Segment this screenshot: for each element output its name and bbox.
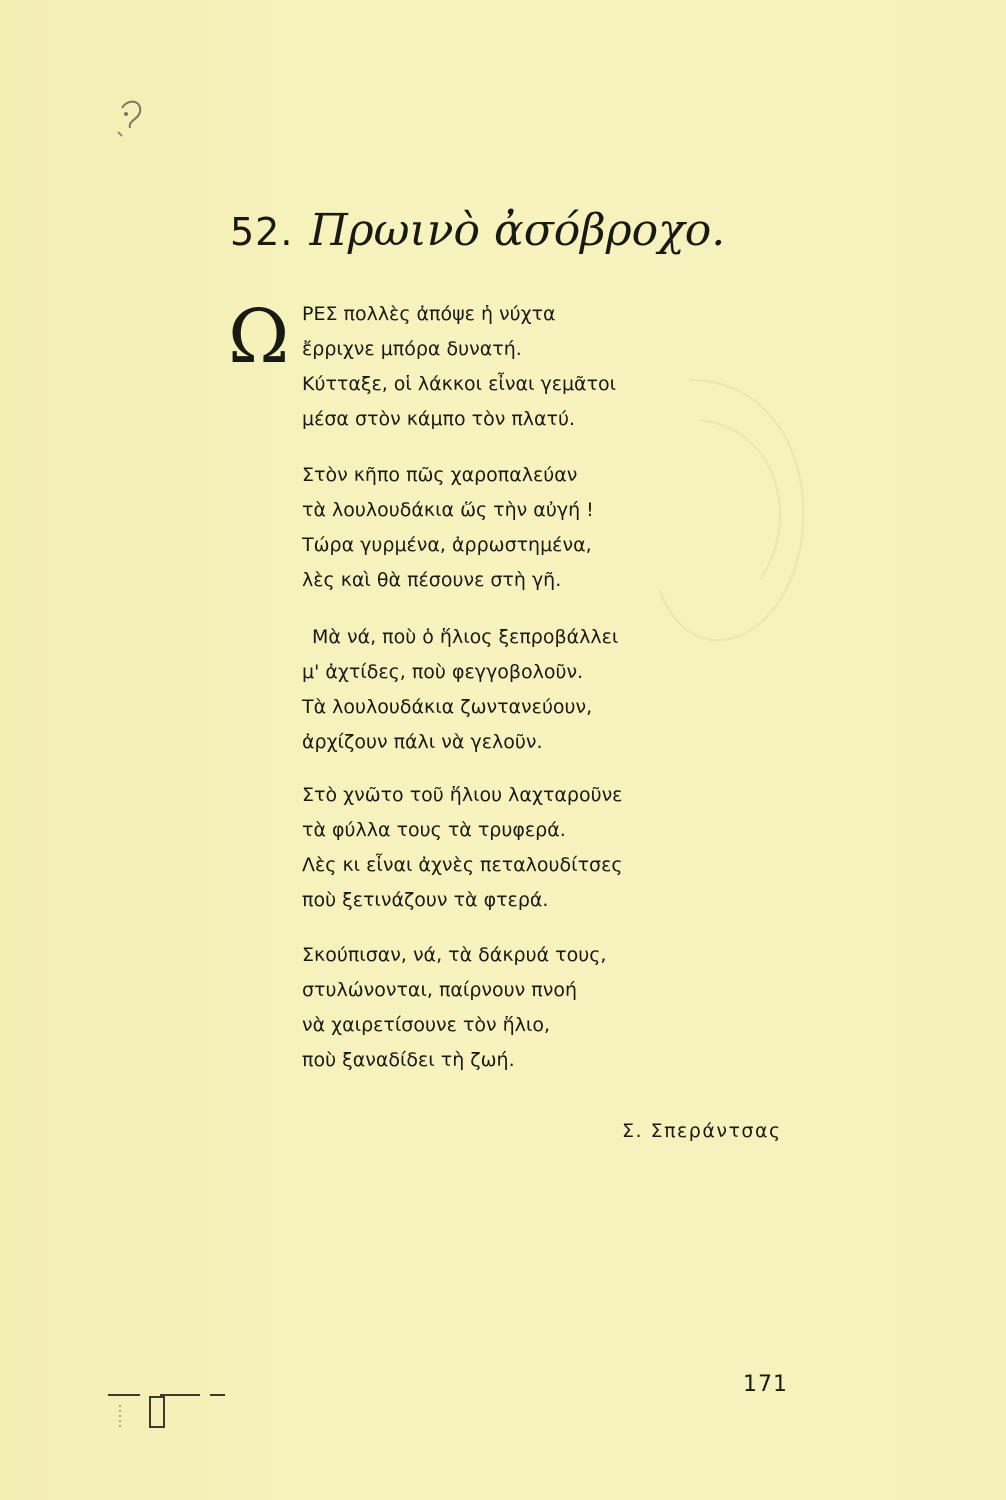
- poem-title: Πρωινὸ ἀσόβροχο.: [309, 205, 726, 256]
- stanza-2: [302, 458, 594, 598]
- printer-mark-icon: [100, 1385, 240, 1435]
- poem-line: Στὸν κῆπο πῶς χαροπαλεύαν: [302, 464, 578, 486]
- poem-line: μέσα στὸν κάμπο τὸν πλατύ.: [302, 408, 576, 430]
- poem-line: ἔρριχνε μπόρα δυνατή.: [302, 338, 522, 360]
- corner-ornament-icon: [112, 90, 152, 150]
- stanza-4: [302, 778, 623, 918]
- poem-line: Κύτταξε, οἱ λάκκοι εἶναι γεμᾶτοι: [302, 373, 617, 395]
- stanza-5: [302, 938, 606, 1078]
- poem-line: στυλώνονται, παίρνουν πνοή: [302, 979, 578, 1001]
- poem-line: νὰ χαιρετίσουνε τὸν ἥλιο,: [302, 1014, 550, 1036]
- poem-author: Σ. Σπεράντσας: [622, 1120, 782, 1142]
- poem-line: Σκούπισαν, νά, τὰ δάκρυά τους,: [302, 944, 607, 966]
- poem-line: ποὺ ξαναδίδει τὴ ζωή.: [302, 1049, 515, 1071]
- poem-line: ΡΕΣ πολλὲς ἀπόψε ἡ νύχτα: [302, 303, 556, 325]
- poem-number: 52.: [230, 210, 294, 254]
- stanza-1: [302, 297, 616, 437]
- page-number: 171: [743, 1372, 788, 1397]
- poem-line: τὰ λουλουδάκια ὥς τὴν αὐγή !: [302, 499, 594, 521]
- poem-line: Λὲς κι εἶναι ἀχνὲς πεταλουδίτσες: [302, 854, 623, 876]
- poem-line: Μὰ νά, ποὺ ὁ ἥλιος ξεπροβάλλει: [312, 626, 619, 648]
- poem-line: λὲς καὶ θὰ πέσουνε στὴ γῆ.: [302, 569, 562, 591]
- poem-line: ἀρχίζουν πάλι νὰ γελοῦν.: [302, 731, 543, 753]
- stanza-3: [302, 620, 619, 760]
- poem-line: μ' ἀχτίδες, ποὺ φεγγοβολοῦν.: [302, 661, 584, 683]
- poem-line: Στὸ χνῶτο τοῦ ἥλιου λαχταροῦνε: [302, 784, 623, 806]
- drop-cap: Ω: [228, 294, 290, 380]
- poem-line: Τὰ λουλουδάκια ζωντανεύουν,: [302, 696, 593, 718]
- poem-line: τὰ φύλλα τους τὰ τρυφερά.: [302, 819, 566, 841]
- poem-heading: [230, 205, 725, 275]
- poem-line: Τώρα γυρμένα, ἀρρωστημένα,: [302, 534, 592, 556]
- poem-line: ποὺ ξετινάζουν τὰ φτερά.: [302, 889, 549, 911]
